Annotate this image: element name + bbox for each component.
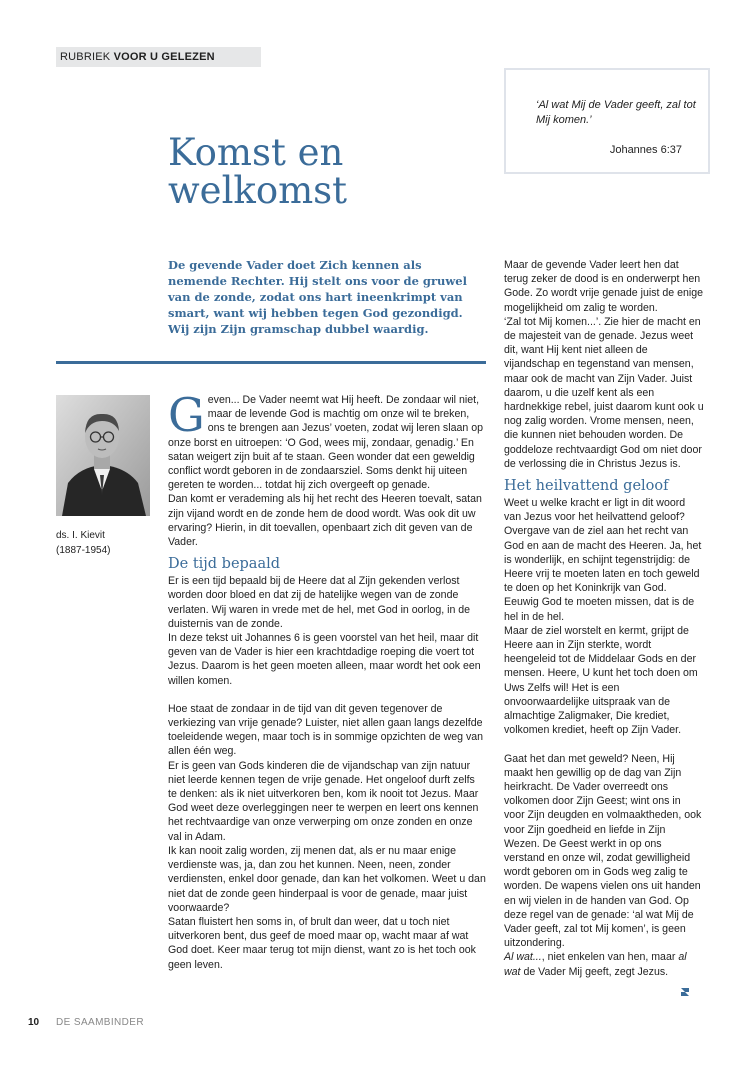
paragraph: In deze tekst uit Johannes 6 is geen voorstel van het heil, maar dit geven van de Vader is hier een krachtdadige roeping die voert tot Jezus. Daarom is het geen moeten alleen, maar wordt het ook een willen komen. bbox=[168, 632, 481, 687]
section-divider bbox=[56, 361, 486, 364]
paragraph: Weet u welke kracht er ligt in dit woord van Jezus voor het heilvattend geloof? Overgave van de ziel aan het recht van God en aan de macht des Heeren. Ja, het is wonderlijk, en schijnt tegenstrijdig: de Heere vrij te moeten laten en toch geweld te doen op het Koninkrijk van God. Eeuwig God te moeten missen, dat is de hel in de hel. bbox=[504, 497, 702, 623]
portrait-caption bbox=[56, 528, 156, 558]
drop-cap: G bbox=[168, 388, 205, 442]
section-prefix: RUBRIEK bbox=[60, 51, 111, 63]
intro-lead: De gevende Vader doet Zich kennen als nemende Rechter. Hij stelt ons voor de gruwel van de zonde, zodat ons hart ineenkrimpt van smart, want wij hebben tegen God gezondigd. Wij zijn Zijn gramschap dubbel waardig. bbox=[168, 258, 467, 336]
end-mark-icon bbox=[680, 987, 690, 997]
paragraph: Er is geen van Gods kinderen die de vijandschap van zijn natuur niet leerde kennen tegen de vrije genade. Het ongeloof durft zelfs te denken: als ik niet uitverkoren ben, kom ik nooit tot Jezus. Maar God weet deze overleggingen neer te werpen en leert ons kennen het rechtvaardige van onze verwerping om onze zonden en onze val in Adam. bbox=[168, 759, 479, 843]
magazine-name: DE SAAMBINDER bbox=[56, 1017, 144, 1028]
paragraph: ‘Zal tot Mij komen...’. Zie hier de macht en de majesteit van de genade. Jezus weet dit, want Hij kent niet alleen de vijandschap en tegenstand van mensen, maar ook de macht van Zijn Vader. Juist daarom, u die uzelf kent als een hardnekkige rebel, juist daarom kunt ook u nog zalig worden. Vrome mensen, neen, die kunnen niet behouden worden. De goddeloze rechtvaardigt God om niet door de verlossing die in Christus Jezus is. bbox=[504, 315, 704, 470]
article-title bbox=[168, 131, 488, 212]
title-line-1: Komst en bbox=[168, 131, 344, 174]
paragraph-text: , niet enkelen van hen, maar bbox=[541, 951, 679, 964]
paragraph: Dan komt er verademing als hij het recht des Heeren toevalt, satan zijn vijand wordt en de zonde hem de dood wordt. Was ook dit uw ervaring? Hierin, in dit toevallen, openbaart zich dit geven van de Vader. bbox=[168, 493, 482, 549]
paragraph: Er is een tijd bepaald bij de Heere dat al Zijn gekenden verlost worden door bloed en dat zij de hatelijke wegen van de zonde verlaten. Wij waren in vrede met de hel, met God in oorlog, in de duisternis van de zonde. bbox=[168, 575, 471, 630]
portrait-photo bbox=[56, 395, 150, 516]
subheading: Het heilvattend geloof bbox=[504, 478, 669, 495]
quote-text: ‘Al wat Mij de Vader geeft, zal tot Mij komen.’ bbox=[536, 99, 696, 126]
paragraph: Hoe staat de zondaar in de tijd van dit geven tegenover de verkiezing van vrije genade? Luister, niet allen gaan langs dezelfde toeleidende wegen, maar toch is in sommige opzichten de weg van allen één weg. bbox=[168, 702, 484, 758]
emphasis: Al wat... bbox=[504, 951, 542, 964]
paragraph-text: even... De Vader neemt wat Hij heeft. De zondaar wil niet, maar de levende God is machtig om onze wil te breken, ons te brengen aan Jezus’ voeten, zodat wij leren slaan op onze borst en uitroepen: ‘O God, wees mij, zondaar, genadig.’ En satan weigert zijn buit af te staan. Geen wonder dat een geweldig conflict wordt geboren in de zondaarsziel. Soms denkt hij uiteen gereten te worden... totdat hij zich overgeeft op genade. bbox=[168, 394, 483, 492]
quote-reference: Johannes 6:37 bbox=[609, 144, 682, 156]
section-name: VOOR U GELEZEN bbox=[113, 51, 215, 63]
paragraph: Ik kan nooit zalig worden, zij menen dat, als er nu maar enige verdienste was, ja, dan zou het kunnen. Neen, neen, zonder verdiensten, enkel door genade, dan kan het volkomen. Weet u dan niet dat de zonde geen hinderpaal is voor de genade, maar juist voorwaarde? bbox=[168, 844, 486, 914]
column-right bbox=[504, 258, 704, 979]
paragraph bbox=[504, 950, 704, 978]
emphasis: al wat bbox=[504, 951, 687, 978]
paragraph: Gaat het dan met geweld? Neen, Hij maakt hen gewillig op de dag van Zijn heirkracht. De Vader overreedt ons volkomen door Zijn Geest; wint ons in voor Zijn deugden en volmaaktheden, ook voor Zijn goedheid en liefde in Zijn Wezen. De Geest werkt in op ons verstand en onze wil, zodat gewilligheid wordt geboren om in Gods weg zalig te worden. De wapens vielen ons uit handen en wij vielen in de handen van God. Op deze regel van de genade: ‘al wat Mij de Vader geeft, zal tot Mij komen’, is geen uitzondering. bbox=[504, 752, 702, 950]
title-line-2: welkomst bbox=[168, 169, 348, 212]
section-label bbox=[56, 47, 261, 67]
caption-name: ds. I. Kievit bbox=[56, 530, 105, 541]
paragraph: Maar de ziel worstelt en kermt, grijpt de Heere aan in Zijn sterkte, wordt heengeleid tot de Middelaar Gods en der mensen. Heere, U kunt het toch doen om Uws Zelfs wil! Het is een onvoorwaardelijke uitspraak van de almachtige Zaligmaker, Die krediet, volkomen krediet, heeft op Zijn Vader. bbox=[504, 624, 698, 737]
paragraph: Satan fluistert hen soms in, of brult dan weer, dat u toch niet uitverkoren bent, dus geef de moed maar op, wacht maar af wat God doet. Keer maar terug tot mijn dienst, want zo is het toch ook geen leven. bbox=[168, 915, 476, 971]
subheading: De tijd bepaald bbox=[168, 556, 281, 573]
page-number: 10 bbox=[28, 1017, 40, 1028]
caption-years: (1887-1954) bbox=[56, 545, 111, 556]
paragraph: Maar de gevende Vader leert hen dat terug zeker de dood is en onderwerpt hen Gode. Zo wordt vrije genade juist de enige mogelijkheid om zalig te worden. bbox=[504, 259, 704, 314]
column-left bbox=[168, 388, 486, 972]
quote-box bbox=[504, 68, 710, 174]
author-portrait bbox=[56, 395, 150, 516]
paragraph-text: de Vader Mij geeft, zegt Jezus. bbox=[520, 965, 669, 978]
paragraph bbox=[168, 388, 486, 492]
